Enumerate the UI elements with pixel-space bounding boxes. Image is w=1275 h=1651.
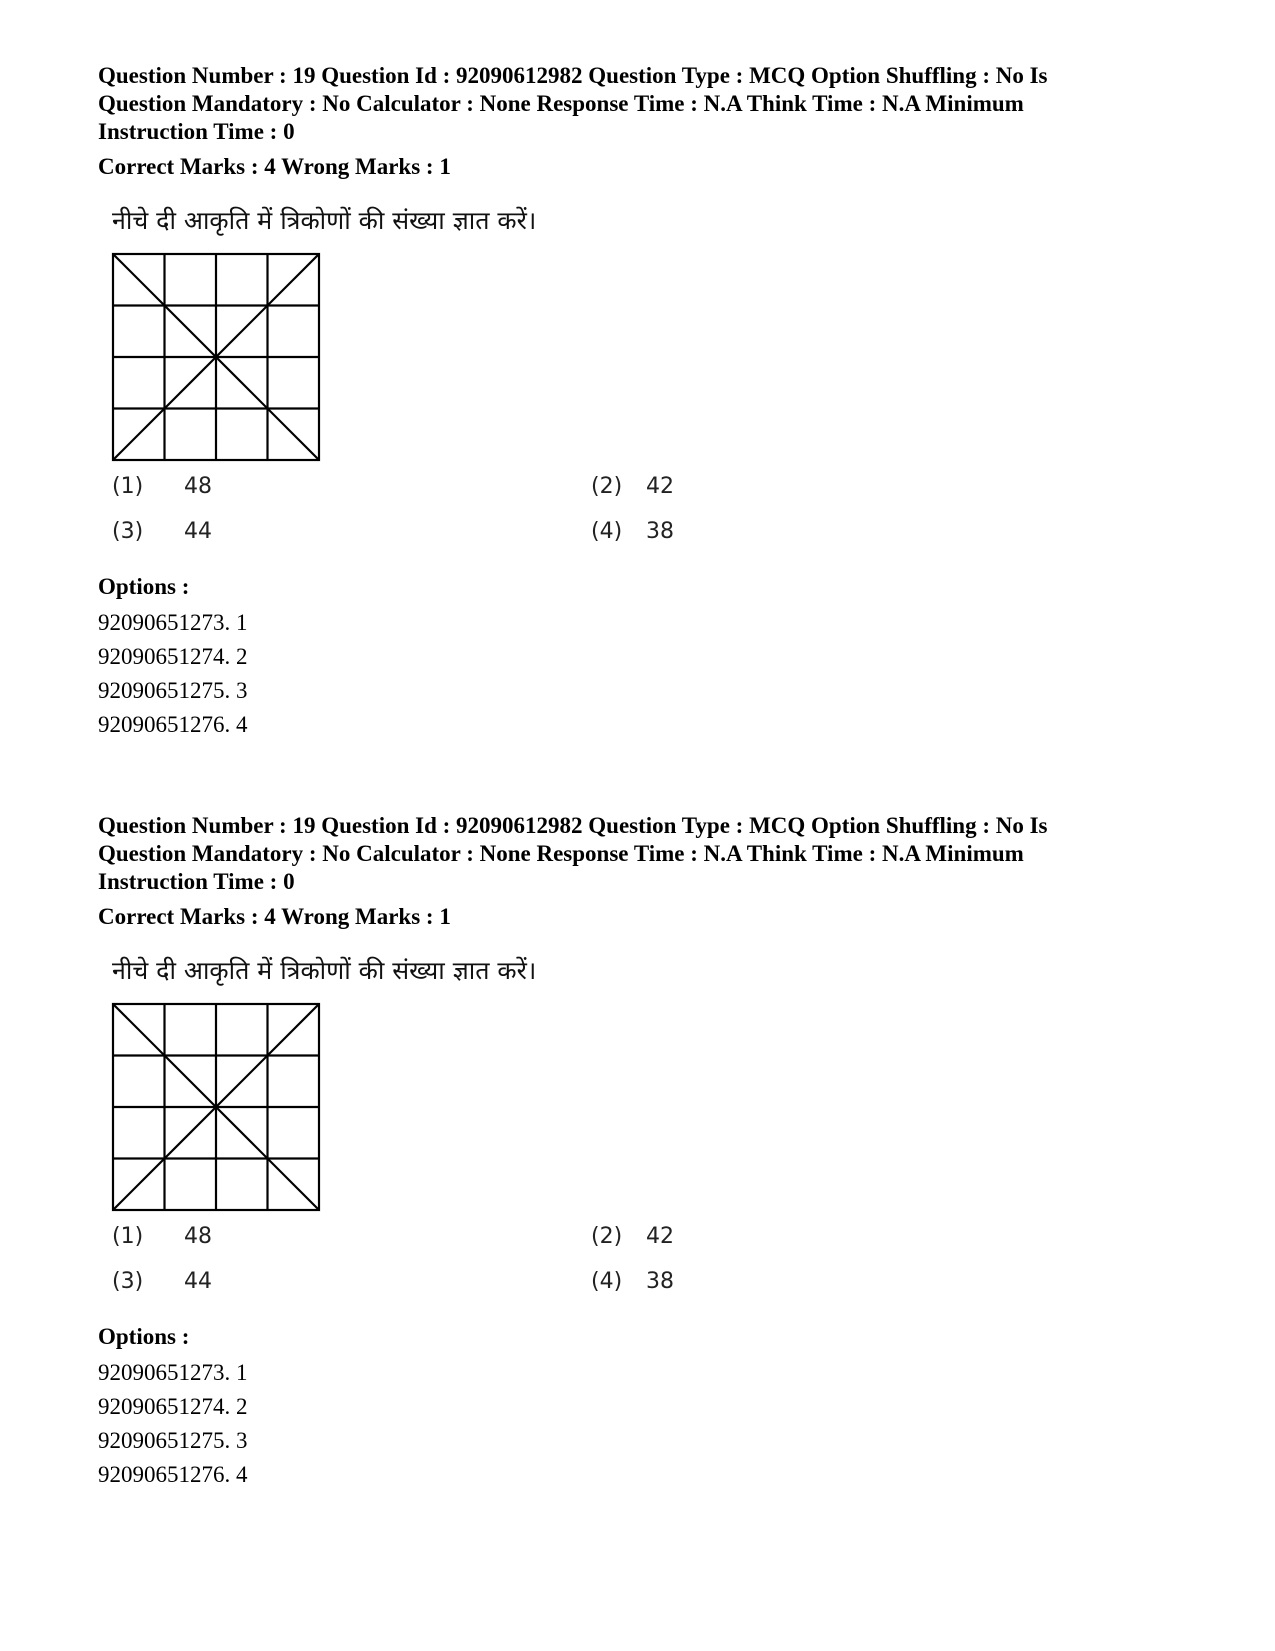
question-header <box>98 812 1198 896</box>
question-block-1 <box>98 62 1198 737</box>
choice-4 <box>591 519 674 544</box>
choice-value: 38 <box>646 1269 674 1294</box>
choice-value: 42 <box>646 474 674 499</box>
options-list <box>98 1320 248 1492</box>
choice-value: 44 <box>184 1269 212 1294</box>
choice-1 <box>112 1224 212 1249</box>
choice-number: (1) <box>112 1224 144 1249</box>
marks-line: Correct Marks : 4 Wrong Marks : 1 <box>98 154 451 179</box>
option-item: 92090651273. 1 <box>98 1360 248 1385</box>
choice-2 <box>591 1224 674 1249</box>
header-line: Question Number : 19 Question Id : 92090612982 Question Type : MCQ Option Shuffling : No Is <box>98 813 1048 838</box>
choice-number: (2) <box>591 474 623 499</box>
answer-choices <box>112 1224 812 1324</box>
header-line: Question Number : 19 Question Id : 92090612982 Question Type : MCQ Option Shuffling : No Is <box>98 63 1048 88</box>
choice-value: 48 <box>184 1224 212 1249</box>
header-line: Question Mandatory : No Calculator : None Response Time : N.A Think Time : N.A Minimum <box>98 841 1024 866</box>
choice-value: 48 <box>184 474 212 499</box>
choice-3 <box>112 519 212 544</box>
choice-number: (3) <box>112 519 144 544</box>
option-item: 92090651276. 4 <box>98 712 248 737</box>
option-item: 92090651275. 3 <box>98 1428 248 1453</box>
answer-choices <box>112 474 812 574</box>
option-item: 92090651274. 2 <box>98 644 248 669</box>
choice-2 <box>591 474 674 499</box>
question-text: नीचे दी आकृति में त्रिकोणों की संख्या ज्ञात करें। <box>112 956 537 985</box>
choice-number: (3) <box>112 1269 144 1294</box>
triangle-grid-figure <box>111 252 323 464</box>
option-item: 92090651276. 4 <box>98 1462 248 1487</box>
options-list <box>98 570 248 742</box>
choice-4 <box>591 1269 674 1294</box>
choice-number: (2) <box>591 1224 623 1249</box>
option-item: 92090651273. 1 <box>98 610 248 635</box>
grid-4x4-with-diagonals-icon <box>111 1002 323 1214</box>
choice-number: (4) <box>591 1269 623 1294</box>
options-title: Options : <box>98 574 190 599</box>
choice-value: 38 <box>646 519 674 544</box>
marks-line: Correct Marks : 4 Wrong Marks : 1 <box>98 904 451 929</box>
choice-value: 42 <box>646 1224 674 1249</box>
choice-3 <box>112 1269 212 1294</box>
option-item: 92090651274. 2 <box>98 1394 248 1419</box>
question-header <box>98 62 1198 146</box>
header-line: Instruction Time : 0 <box>98 119 295 144</box>
choice-number: (1) <box>112 474 144 499</box>
choice-1 <box>112 474 212 499</box>
option-item: 92090651275. 3 <box>98 678 248 703</box>
choice-value: 44 <box>184 519 212 544</box>
options-title: Options : <box>98 1324 190 1349</box>
header-line: Question Mandatory : No Calculator : None Response Time : N.A Think Time : N.A Minimum <box>98 91 1024 116</box>
grid-4x4-with-diagonals-icon <box>111 252 323 464</box>
header-line: Instruction Time : 0 <box>98 869 295 894</box>
question-block-2 <box>98 812 1198 1487</box>
choice-number: (4) <box>591 519 623 544</box>
triangle-grid-figure <box>111 1002 323 1214</box>
question-text: नीचे दी आकृति में त्रिकोणों की संख्या ज्ञात करें। <box>112 206 537 235</box>
